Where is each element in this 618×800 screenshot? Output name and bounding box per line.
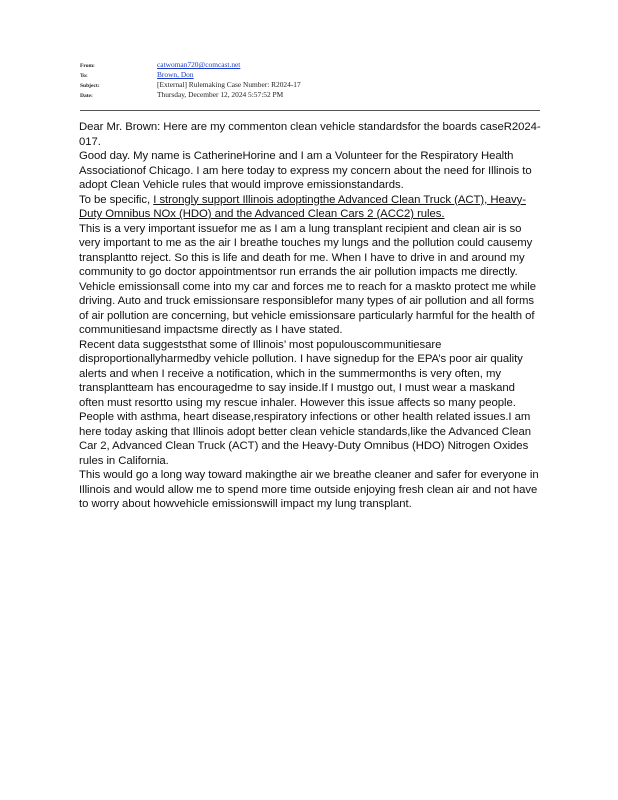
subject-label: Subject: <box>80 83 100 89</box>
closing-paragraph: This would go a long way toward makingthe air we breathe cleaner and safer for everyone in Illinois and would allow me to spend more time outside enjoying fresh clean air and not have to worry about howvehicle emissionswill impact my lung transplant. <box>79 469 539 510</box>
from-row <box>80 60 540 70</box>
header-divider <box>80 110 540 111</box>
from-email-link[interactable]: catwoman720@comcast.net <box>157 60 241 69</box>
support-statement-underlined: I strongly support Illinois adoptingthe Advanced Clean Truck (ACT), Heavy-Duty Omnibus NOx (HDO) and the Advanced Clean Cars 2 (ACC2) rules. <box>79 193 526 220</box>
support-paragraph <box>79 193 541 222</box>
greeting-paragraph: Dear Mr. Brown: Here are my commenton clean vehicle standardsfor the boards caseR2024-017. <box>79 121 541 148</box>
to-label: To: <box>80 73 88 79</box>
to-recipient-link[interactable]: Brown, Don <box>157 70 194 79</box>
introduction-paragraph: Good day. My name is CatherineHorine and I am a Volunteer for the Respiratory Health Associationof Chicago. I am here today to express my concern about the need for Illinois to adopt Clean Vehicle rules that would improve emissionstandards. <box>79 150 532 191</box>
personal-impact-paragraph: This is a very important issuefor me as I am a lung transplant recipient and clean air is so very important to me as the air I breathe touches my lungs and the pollution could causemy transplantto reject. So this is life and death for me. When I have to drive in and around my community to go doctor appointmentsor run errands the air pollution impacts me directly. Vehicle emissionsall come into my car and forces me to reach for a maskto protect me while driving. Auto and truck emissionsare responsiblefor many types of air pollution and all forms of air pollution are concerning, but vehicle emissionsare particularly harmful for the health of communitiesand impactsme directly as I have stated. <box>79 222 537 336</box>
date-row <box>80 90 540 100</box>
email-header <box>80 60 540 100</box>
recent-data-paragraph: Recent data suggeststhat some of Illinois’ most populouscommunitiesare disproportionallyharmedby vehicle pollution. I have signedup for the EPA’s poor air quality alerts and when I receive a notification, which in the summermonths is very often, my transplantteam has encouragedme to say inside.If I mustgo out, I must wear a maskand often must resortto using my rescue inhaler. However this issue affects so many people. People with asthma, heart disease,respiratory infections or other health related issues.I am here today asking that Illinois adopt better clean vehicle standards,like the Advanced Clean Car 2, Advanced Clean Truck (ACT) and the Heavy-Duty Omnibus (HDO) Nitrogen Oxides rules in California. <box>79 338 531 467</box>
date-value: Thursday, December 12, 2024 5:57:52 PM <box>157 90 284 99</box>
subject-value: [External] Rulemaking Case Number: R2024-17 <box>157 80 301 89</box>
support-lead-text: To be specific, <box>79 193 154 206</box>
subject-row <box>80 80 540 90</box>
from-label: From: <box>80 63 95 69</box>
email-body <box>79 120 541 512</box>
to-row <box>80 70 540 80</box>
date-label: Date: <box>80 93 93 99</box>
